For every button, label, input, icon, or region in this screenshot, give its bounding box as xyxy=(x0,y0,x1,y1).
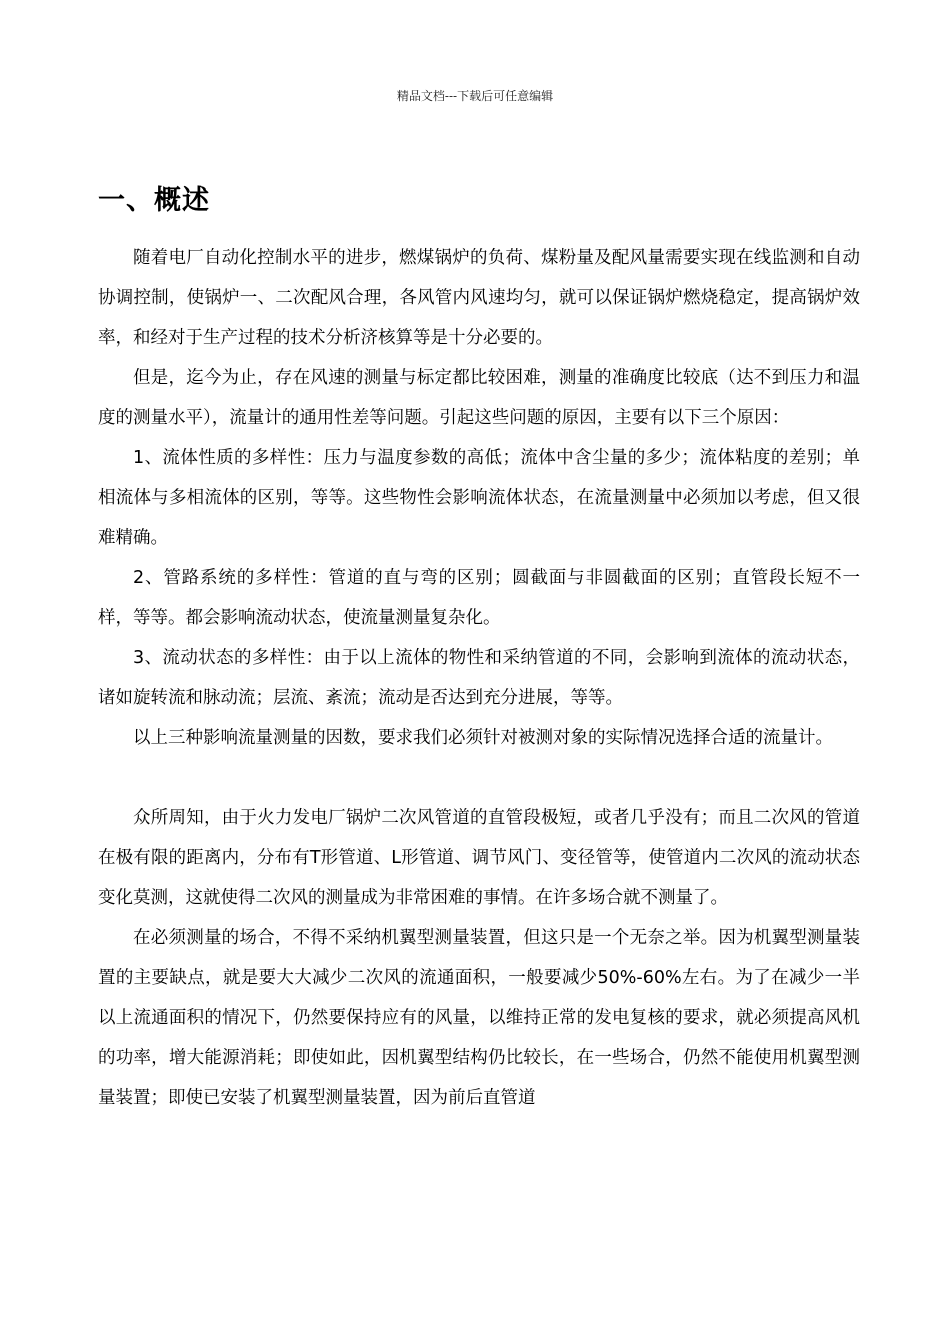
paragraph-problems: 但是，迄今为止，存在风速的测量与标定都比较困难，测量的准确度比较底（达不到压力和温度的测量水平），流量计的通用性差等问题。引起这些问题的原因，主要有以下三个原因： xyxy=(98,368,860,428)
paragraph-reason-1: 1、流体性质的多样性：压力与温度参数的高低；流体中含尘量的多少；流体粘度的差别；单相流体与多相流体的区别，等等。这些物性会影响流体状态，在流量测量中必须加以考虑，但又很难精确。 xyxy=(98,448,860,548)
paragraph-wing-device: 在必须测量的场合，不得不采纳机翼型测量装置，但这只是一个无奈之举。因为机翼型测量装置的主要缺点，就是要大大减少二次风的流通面积，一般要减少50%-60%左右。为了在减少一半以上流通面积的情况下，仍然要保持应有的风量，以维持正常的发电复核的要求，就必须提高风机的功率，增大能源消耗；即使如此，因机翼型结构仍比较长，在一些场合，仍然不能使用机翼型测量装置；即使已安装了机翼型测量装置，因为前后直管道 xyxy=(98,928,860,1108)
page-header: 精品文档---下载后可任意编辑 xyxy=(396,89,554,103)
paragraph-reason-2: 2、管路系统的多样性：管道的直与弯的区别；圆截面与非圆截面的区别；直管段长短不一样，等等。都会影响流动状态，使流量测量复杂化。 xyxy=(98,568,860,628)
paragraph-reason-3: 3、流动状态的多样性：由于以上流体的物性和采纳管道的不同，会影响到流体的流动状态，诸如旋转流和脉动流；层流、紊流；流动是否达到充分进展，等等。 xyxy=(98,648,860,708)
paragraph-intro: 随着电厂自动化控制水平的进步，燃煤锅炉的负荷、煤粉量及配风量需要实现在线监测和自动协调控制，使锅炉一、二次配风合理，各风管内风速均匀，就可以保证锅炉燃烧稳定，提高锅炉效率，和经对于生产过程的技术分析济核算等是十分必要的。 xyxy=(98,248,860,348)
paragraph-secondary-air: 众所周知，由于火力发电厂锅炉二次风管道的直管段极短，或者几乎没有；而且二次风的管道在极有限的距离内，分布有T形管道、L形管道、调节风门、变径管等，使管道内二次风的流动状态变化莫测，这就使得二次风的测量成为非常困难的事情。在许多场合就不测量了。 xyxy=(98,808,860,908)
paragraph-gap xyxy=(98,758,860,798)
paragraph-summary: 以上三种影响流量测量的因数，要求我们必须针对被测对象的实际情况选择合适的流量计。 xyxy=(133,728,833,748)
body-text xyxy=(98,238,860,1118)
section-title: 一、概述 xyxy=(98,185,210,216)
